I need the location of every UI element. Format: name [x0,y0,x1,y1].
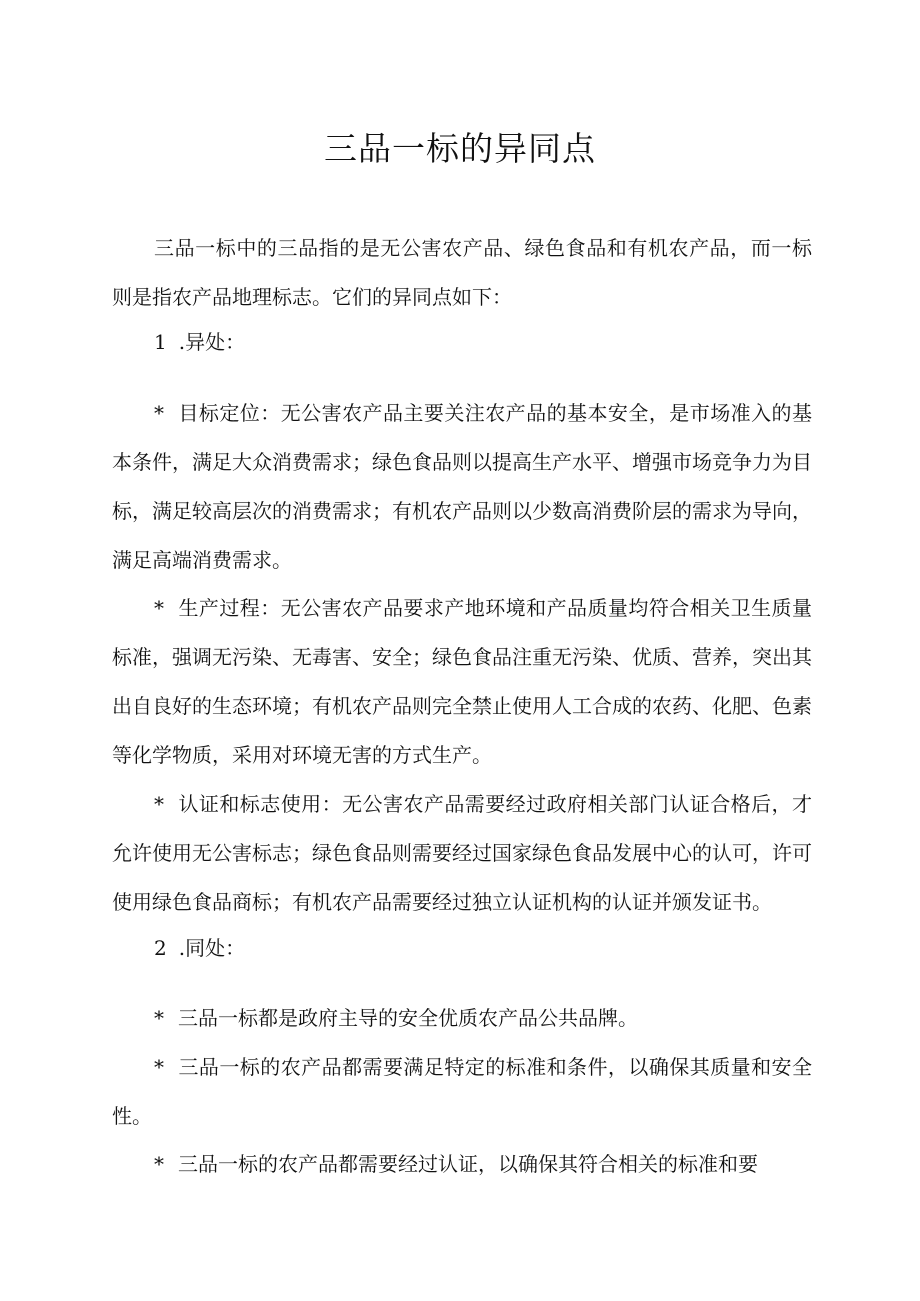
section-heading-similarities [154,933,245,963]
intro-paragraph: 三品一标中的三品指的是无公害农产品、绿色食品和有机农产品，而一标则是指农产品地理标志。它们的异同点如下： [112,236,812,309]
difference-text: 认证和标志使用：无公害农产品需要经过政府相关部门认证合格后，才允许使用无公害标志；绿色食品则需要经过国家绿色食品发展中心的认可，许可使用绿色食品商标；有机农产品需要经过独立认证机构的认证并颁发证书。 [112,792,812,914]
similarity-item [112,1140,812,1189]
bullet-star: * [154,1055,164,1079]
difference-item [112,584,812,780]
bullet-star: * [154,1152,164,1176]
bullet-star: * [154,401,164,425]
bullet-star: * [154,1006,164,1030]
difference-item [112,389,812,585]
bullet-star: * [154,596,164,620]
document-title: 三品一标的异同点 [324,129,596,168]
similarity-text: 三品一标的农产品都需要满足特定的标准和条件，以确保其质量和安全性。 [112,1055,812,1128]
section-heading-differences [154,327,245,357]
difference-text: 目标定位：无公害农产品主要关注农产品的基本安全，是市场准入的基本条件，满足大众消费需求；绿色食品则以提高生产水平、增强市场竞争力为目标，满足较高层次的消费需求；有机农产品则以少数高消费阶层的需求为导向，满足高端消费需求。 [112,401,812,572]
section-number: 1 [154,330,167,354]
section-label: .同处： [178,936,246,960]
bullet-star: * [154,792,164,816]
section-label: .异处： [178,330,246,354]
similarity-item [112,994,812,1043]
similarity-text: 三品一标的农产品都需要经过认证，以确保其符合相关的标准和要 [178,1152,758,1176]
difference-text: 生产过程：无公害农产品要求产地环境和产品质量均符合相关卫生质量标准，强调无污染、无毒害、安全；绿色食品注重无污染、优质、营养，突出其出自良好的生态环境；有机农产品则完全禁止使用人工合成的农药、化肥、色素等化学物质，采用对环境无害的方式生产。 [112,596,812,767]
difference-item [112,780,812,927]
similarity-item [112,1043,812,1141]
section-number: 2 [154,936,167,960]
similarity-text: 三品一标都是政府主导的安全优质农产品公共品牌。 [178,1006,638,1030]
